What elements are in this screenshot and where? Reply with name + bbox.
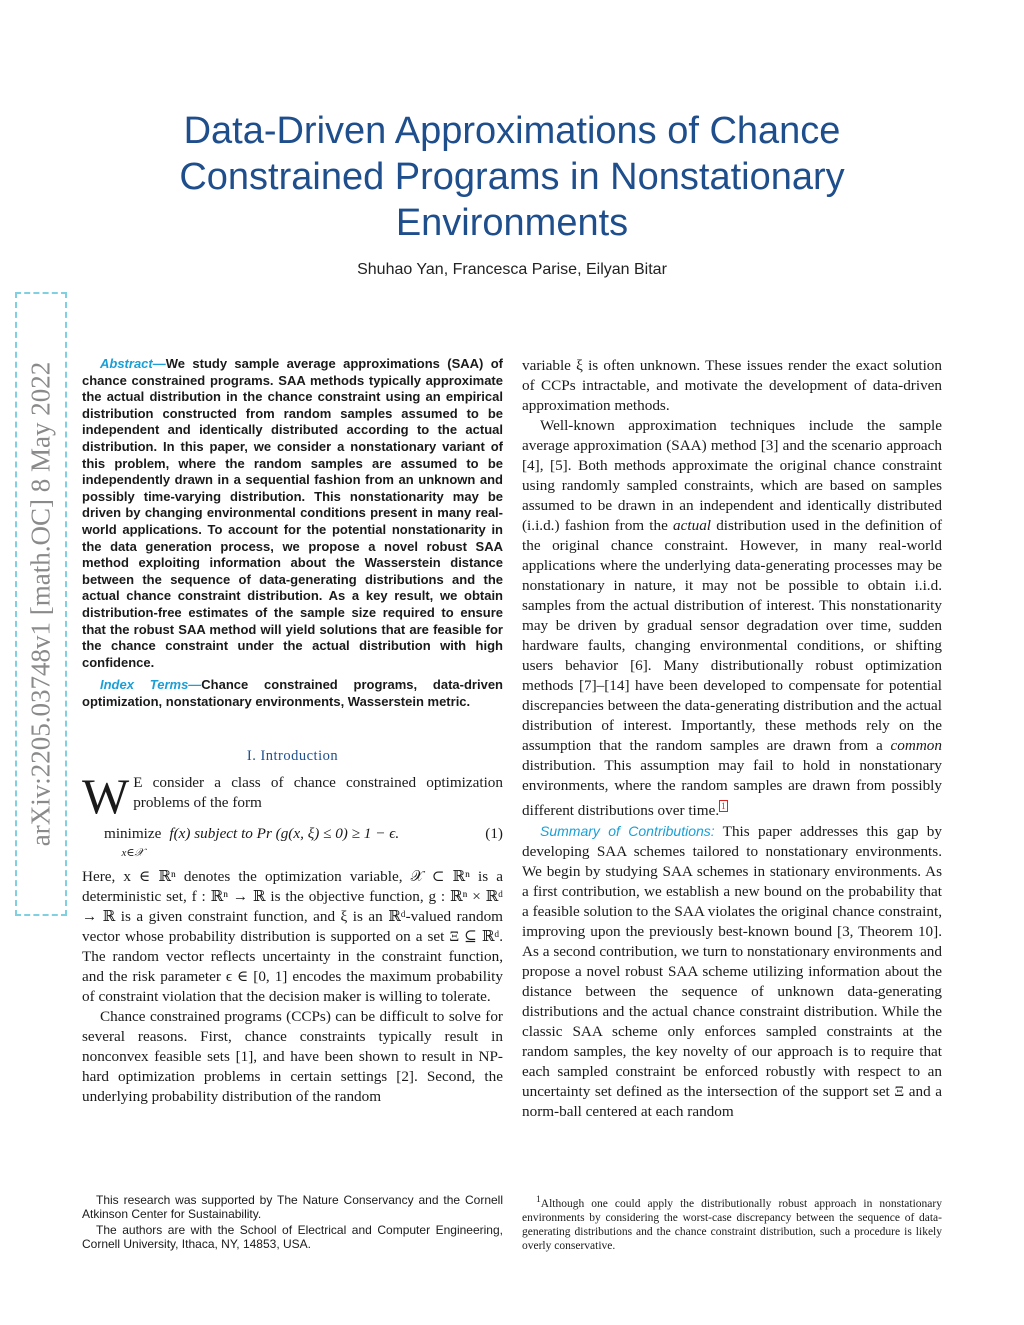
right-p3-text: This paper addresses this gap by developing SAA schemes tailored to nonstationary environments. We begin by studying SAA schemes in stationary environments. As a first contribution, we establish a new bound on the probability that a feasible solution to the SAA violates the original chance constraint, improving upon the previously best-known bound [3, Theorem 10]. As a second contribution, we turn to nonstationary environments and propose a novel robust SAA scheme utilizing information about the distance between the sequence of unknown data-generating distributions and the actual chance constraint distribution. While the classic SAA scheme only enforces sampled constraints at the random samples, the key novelty of our approach is to require that each sampled constraint be enforced robustly with respect to an uncertainty set defined as the intersection of the support set Ξ and a norm-ball centered at each random bbox=[522, 823, 942, 1121]
author-list: Shuhao Yan, Francesca Parise, Eilyan Bitar bbox=[357, 261, 667, 278]
abstract bbox=[82, 356, 503, 671]
paper-title: Data-Driven Approximations of Chance Constrained Programs in Nonstationary Environments bbox=[179, 110, 845, 244]
right-p2-part-b: distribution used in the definition of the original chance constraint. However, in many real-world applications where the underlying data-generating processes may be nonstationary in nature, it may not be possible to obtain i.i.d. samples from the actual distribution of interest. This nonstationarity may be driven by gradual sensor degradation over time, sudden hardware faults, changing environmental conditions, or shifting users behavior [6]. Many distributionally robust optimization methods [7]–[14] have been developed to compensate for potential discrepancies between the data-generating distribution and the actual distribution of interest. Importantly, these methods rely on the assumption that the random samples are drawn from a bbox=[522, 517, 943, 754]
right-p2-part-a: Well-known approximation techniques include the sample average approximation (SAA) method [3] and the scenario approach [4], [5]. Both methods approximate the original chance constraint using randomly sampled constraints, which are based on samples assumed to be drawn in an independent and identically distributed (i.i.d.) fashion from the bbox=[522, 417, 942, 534]
eq-body: f(x) subject to Pr (g(x, ξ) ≤ 0) ≥ 1 − ϵ. bbox=[169, 825, 400, 843]
intro-paragraph-2: Here, x ∈ ℝⁿ denotes the optimization variable, 𝒳 ⊂ ℝⁿ is a deterministic set, f : ℝⁿ → ℝ is the objective function, g : ℝⁿ × ℝᵈ → ℝ is a given constraint function, and ξ is an ℝᵈ-valued random vector whose probability distribution is supported on a set Ξ ⊆ ℝᵈ. The random vector reflects uncertainty in the constraint function, and the risk parameter ϵ ∈ [0, 1] encodes the maximum probability of constraint violation that the decision maker is willing to tolerate. bbox=[82, 868, 503, 1006]
right-p2-emphasis-actual: actual bbox=[673, 517, 712, 534]
eq-minimize-word: minimize bbox=[104, 825, 162, 843]
drop-cap: W bbox=[82, 768, 130, 825]
footnote-1-text: Although one could apply the distributionally robust approach in nonstationary environments by considering the worst-case discrepancy between the sequence of data-generating distributions and the chance constraint distribution, such a procedure is likely overly conservative. bbox=[522, 1197, 942, 1252]
footnote-1-mark: 1 bbox=[536, 1194, 541, 1205]
arxiv-identifier-text: arXiv:2205.03748v1 [math.OC] 8 May 2022 bbox=[25, 361, 56, 847]
index-terms-text: Chance constrained programs, data-driven optimization, nonstationary environments, Wasserstein metric. bbox=[82, 677, 503, 709]
footnote-1 bbox=[522, 1193, 942, 1253]
index-terms-label: Index Terms— bbox=[100, 677, 202, 693]
equation-1 bbox=[104, 825, 503, 861]
right-paragraph-3 bbox=[522, 821, 942, 1122]
right-p2-part-c: distribution. This assumption may fail to hold in nonstationary environments, where the random samples are drawn from possibly different distributions over time. bbox=[522, 757, 942, 820]
right-paragraph-1: variable ξ is often unknown. These issues render the exact solution of CCPs intractable, and motivate the development of data-driven approximation methods. bbox=[522, 357, 942, 414]
footnote-right bbox=[522, 1193, 942, 1253]
summary-label: Summary of Contributions: bbox=[540, 823, 715, 840]
abstract-label: Abstract— bbox=[100, 356, 166, 371]
right-paragraph-2 bbox=[522, 416, 942, 821]
funding-footnote: This research was supported by The Nature Conservancy and the Cornell Atkinson Center for Sustainability. bbox=[82, 1193, 503, 1221]
eq-minimize-subscript: x∈𝒳 bbox=[121, 847, 144, 860]
intro-p1-text: E consider a class of chance constrained optimization problems of the form bbox=[133, 774, 503, 812]
intro-paragraph-1 bbox=[82, 768, 503, 825]
eq-number: (1) bbox=[485, 825, 503, 843]
footnote-left bbox=[82, 1193, 503, 1253]
left-column bbox=[82, 356, 503, 1107]
footnote-link[interactable]: 1 bbox=[721, 801, 726, 811]
eq-minimize bbox=[104, 825, 161, 861]
right-column bbox=[522, 356, 942, 1122]
section-heading-introduction: I. Introduction bbox=[246, 748, 339, 765]
affiliation-footnote: The authors are with the School of Electrical and Computer Engineering, Cornell University, Ithaca, NY, 14853, USA. bbox=[82, 1223, 503, 1251]
index-terms bbox=[82, 677, 503, 710]
right-p2-emphasis-common: common bbox=[890, 737, 942, 754]
arxiv-identifier-stamp[interactable] bbox=[15, 292, 67, 916]
intro-paragraph-3: Chance constrained programs (CCPs) can be difficult to solve for several reasons. First, chance constraints typically result in nonconvex feasible sets [1], and have been shown to result in NP-hard optimization problems in certain settings [2]. Second, the underlying probability distribution of the random bbox=[82, 1008, 503, 1106]
abstract-text: We study sample average approximations (SAA) of chance constrained programs. SAA methods typically approximate the actual distribution in the chance constraint using an empirical distribution constructed from random samples assumed to be independent and identically distributed according to the actual distribution. In this paper, we consider a nonstationary variant of this problem, where the random samples are assumed to be independently drawn in a sequential fashion from an unknown and possibly time-varying distribution. This nonstationarity may be driven by changing environmental conditions present in many real-world applications. To account for the potential nonstationarity in the data generation process, we propose a novel robust SAA method exploiting information about the Wasserstein distance between the sequence of data-generating distributions and the actual chance constraint distribution. As a key result, we obtain distribution-free estimates of the sample size required to ensure that the robust SAA method will yield solutions that are feasible for the chance constraint under the actual distribution with high confidence. bbox=[82, 356, 503, 670]
